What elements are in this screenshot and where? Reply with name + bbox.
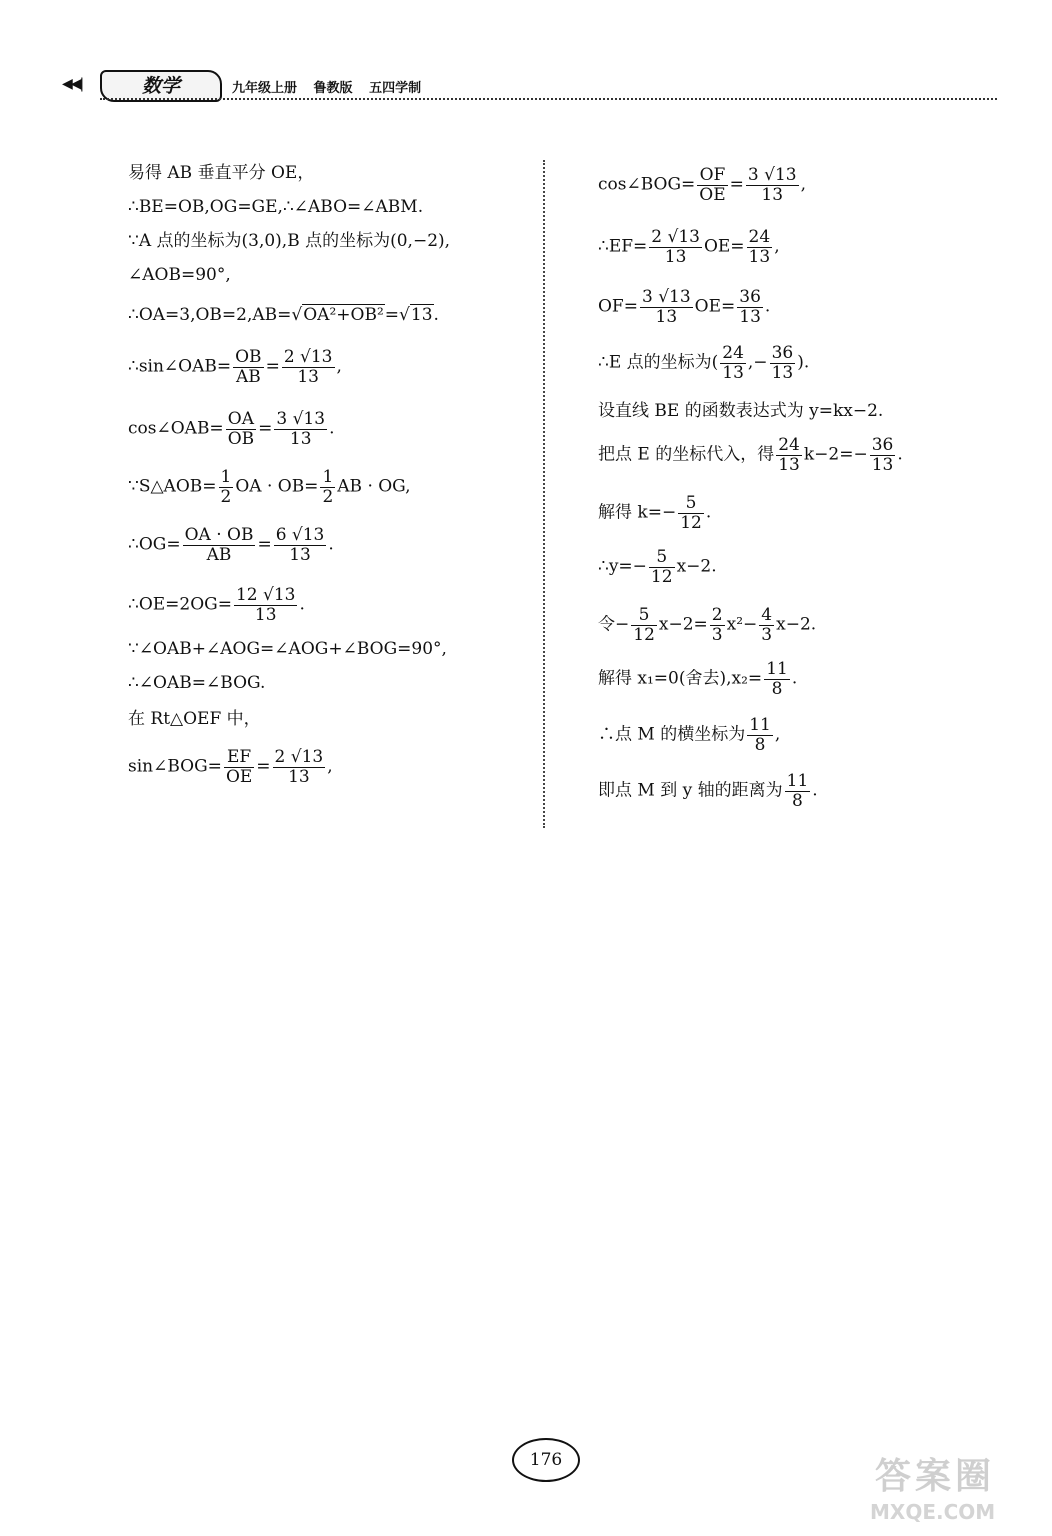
solution-line: ∴OA=3,OB=2,AB=√OA²+OB²=√13. bbox=[128, 305, 439, 325]
fraction: $\frac{24}{13}$ bbox=[722, 343, 744, 383]
solution-line: sin∠BOG= $\frac{EF}{OE}$ = $\frac{2 √13}{13}$ , bbox=[128, 747, 333, 787]
system-label: 五四学制 bbox=[369, 81, 422, 96]
header-rule bbox=[100, 98, 997, 100]
solution-line: 解得 x₁=0(舍去),x₂= $\frac{11}{8}$ . bbox=[598, 659, 798, 699]
fraction: $\frac{11}{8}$ bbox=[766, 659, 788, 699]
fraction: $\frac{2 √13}{13}$ bbox=[274, 747, 324, 787]
solution-line: ∴EF= $\frac{2 √13}{13}$ OE= $\frac{24}{13}$ , bbox=[598, 227, 780, 267]
solution-line: ∴∠OAB=∠BOG. bbox=[128, 673, 266, 693]
grade-label: 九年级上册 bbox=[232, 81, 298, 96]
solution-line: ∴OE=2OG= $\frac{12 √13}{13}$ . bbox=[128, 585, 305, 625]
fraction: $\frac{11}{8}$ bbox=[786, 771, 809, 811]
solution-line: ∵S△AOB= $\frac{1}{2}$ OA · OB= $\frac{1}{2}$ AB · OG, bbox=[128, 467, 411, 507]
fraction: $\frac{2}{3}$ bbox=[711, 605, 723, 645]
header-arrow-icon: ◀◀| bbox=[62, 76, 83, 92]
edition-label: 鲁教版 bbox=[313, 81, 353, 96]
watermark-logo: 答案圈 bbox=[875, 1455, 996, 1497]
solution-line: cos∠OAB= $\frac{OA}{OB}$ = $\frac{3 √13}{13}$ . bbox=[128, 409, 335, 449]
solution-line: ∴sin∠OAB= $\frac{OB}{AB}$ = $\frac{2 √13}{13}$ , bbox=[128, 347, 342, 387]
solution-line: ∴y=− $\frac{5}{12}$ x−2. bbox=[598, 547, 717, 587]
fraction: $\frac{4}{3}$ bbox=[761, 605, 773, 645]
solution-line: 在 Rt△OEF 中， bbox=[128, 709, 261, 729]
subject-logo: 数学 bbox=[100, 70, 222, 102]
fraction: $\frac{12 √13}{13}$ bbox=[235, 585, 296, 625]
sqrt-expr: √OA²+OB² bbox=[291, 305, 384, 325]
solution-line: 令− $\frac{5}{12}$ x−2= $\frac{2}{3}$ x²− $\frac{4}{3}$ x−2. bbox=[598, 605, 817, 645]
solution-line: cos∠BOG= $\frac{OF}{OE}$ = $\frac{3 √13}{13}$ , bbox=[598, 165, 806, 205]
solution-line: 解得 k=− $\frac{5}{12}$ . bbox=[598, 493, 712, 533]
solution-line: 设直线 BE 的函数表达式为 y=kx−2. bbox=[598, 401, 884, 421]
fraction: $\frac{24}{13}$ bbox=[748, 227, 771, 267]
fraction: $\frac{2 √13}{13}$ bbox=[651, 227, 700, 267]
fraction: $\frac{EF}{OE}$ bbox=[225, 747, 253, 787]
fraction: $\frac{36}{13}$ bbox=[771, 343, 794, 383]
solution-line: ∠AOB=90°, bbox=[128, 265, 231, 285]
fraction: $\frac{OB}{AB}$ bbox=[235, 347, 262, 387]
solution-line: ∵∠OAB+∠AOG=∠AOG+∠BOG=90°, bbox=[128, 639, 447, 659]
column-divider bbox=[543, 160, 545, 828]
fraction: $\frac{2 √13}{13}$ bbox=[283, 347, 333, 387]
fraction: $\frac{5}{12}$ bbox=[680, 493, 702, 533]
fraction: $\frac{36}{13}$ bbox=[871, 435, 894, 475]
fraction: $\frac{6 √13}{13}$ bbox=[275, 525, 325, 565]
fraction: $\frac{3 √13}{13}$ bbox=[641, 287, 691, 327]
solution-line: OF= $\frac{3 √13}{13}$ OE= $\frac{36}{13}$ . bbox=[598, 287, 771, 327]
fraction: $\frac{11}{8}$ bbox=[749, 715, 771, 755]
book-info bbox=[232, 77, 433, 96]
solution-line: ∵A 点的坐标为(3,0),B 点的坐标为(0,−2), bbox=[128, 231, 451, 251]
fraction: $\frac{OF}{OE}$ bbox=[699, 165, 726, 205]
solution-line: 把点 E 的坐标代入，得 $\frac{24}{13}$ k−2=− $\frac{36}{13}$ . bbox=[598, 435, 903, 475]
solution-line: 易得 AB 垂直平分 OE， bbox=[128, 163, 315, 183]
page-number: 176 bbox=[512, 1438, 580, 1482]
fraction: $\frac{1}{2}$ bbox=[322, 467, 334, 507]
fraction: $\frac{OA \cdot OB}{AB}$ bbox=[184, 525, 254, 565]
fraction: $\frac{24}{13}$ bbox=[778, 435, 800, 475]
sqrt-expr: √13 bbox=[399, 305, 433, 325]
solution-line: ∴BE=OB,OG=GE,∴∠ABO=∠ABM. bbox=[128, 197, 424, 217]
fraction: $\frac{OA}{OB}$ bbox=[227, 409, 255, 449]
solution-line: 即点 M 到 y 轴的距离为 $\frac{11}{8}$ . bbox=[598, 771, 818, 811]
fraction: $\frac{5}{12}$ bbox=[633, 605, 655, 645]
page-header bbox=[62, 70, 997, 100]
watermark-site: MXQE.COM bbox=[870, 1500, 996, 1524]
fraction: $\frac{36}{13}$ bbox=[739, 287, 761, 327]
fraction: $\frac{1}{2}$ bbox=[220, 467, 232, 507]
fraction: $\frac{5}{12}$ bbox=[650, 547, 673, 587]
solution-line: ∴OG= $\frac{OA \cdot OB}{AB}$ = $\frac{6 √13}{13}$ . bbox=[128, 525, 334, 565]
solution-line: ∴点 M 的横坐标为 $\frac{11}{8}$ , bbox=[598, 715, 781, 755]
fraction: $\frac{3 √13}{13}$ bbox=[276, 409, 326, 449]
solution-line: ∴E 点的坐标为( $\frac{24}{13}$ ,− $\frac{36}{13}$ ). bbox=[598, 343, 810, 383]
fraction: $\frac{3 √13}{13}$ bbox=[747, 165, 797, 205]
